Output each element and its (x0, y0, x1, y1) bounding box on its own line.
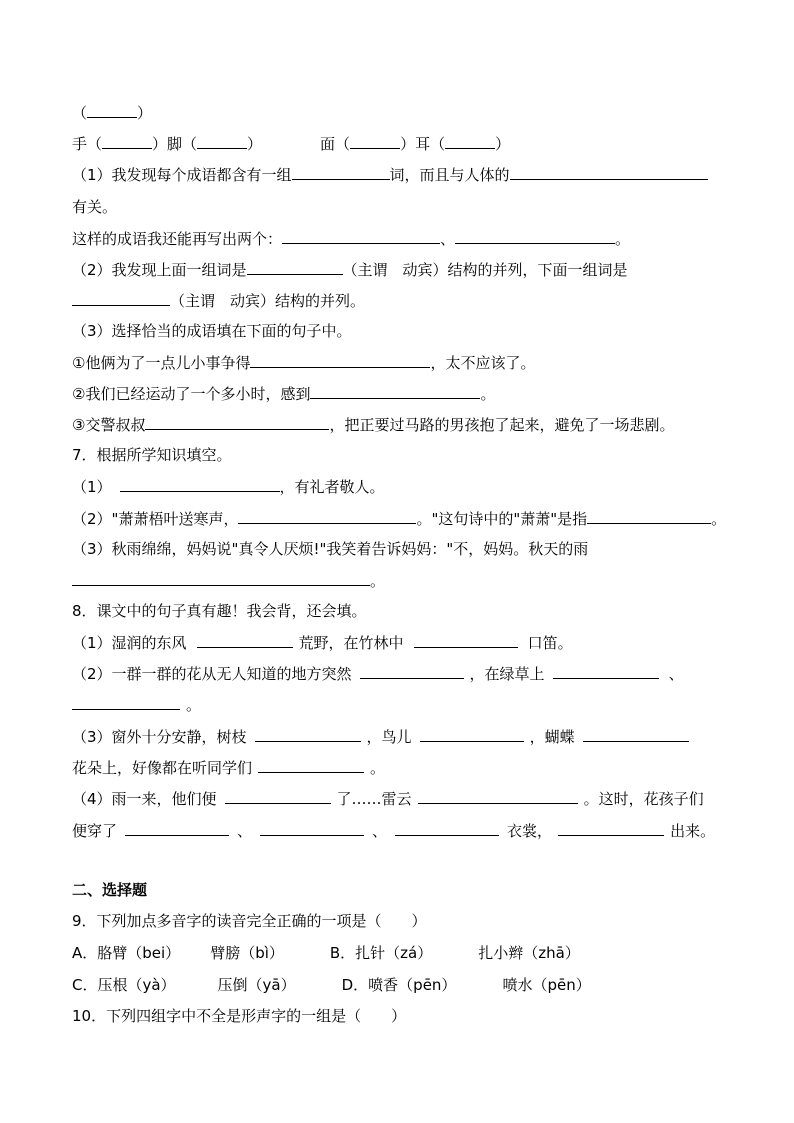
text: 8．课文中的句子真有趣！我会背，还会填。 (72, 602, 367, 620)
question-line (72, 757, 385, 779)
fill-blank[interactable] (282, 228, 440, 244)
fill-blank[interactable] (310, 383, 480, 399)
text: ） (137, 104, 153, 122)
text: 口笛。 (527, 634, 573, 652)
question-line (72, 259, 628, 281)
fill-blank[interactable] (72, 694, 180, 710)
question-line (72, 726, 689, 748)
question-line (72, 476, 385, 498)
fill-blank[interactable] (197, 133, 247, 149)
question-heading (72, 445, 232, 467)
text: 、 (237, 822, 253, 840)
option-d-second: 喷水（pēn） (502, 976, 591, 994)
text: 、 (668, 665, 684, 683)
text: 。 (480, 385, 496, 403)
text: 面（ (320, 135, 351, 153)
text: （3）秋雨绵绵，妈妈说"真令人厌烦!"我笑着告诉妈妈："不，妈妈。秋天的雨 (72, 540, 589, 558)
text: 有关。 (72, 198, 118, 216)
text: 、 (372, 822, 388, 840)
text: ，太不应该了。 (430, 354, 536, 372)
fill-blank[interactable] (445, 133, 495, 149)
question-line (72, 414, 674, 436)
text: （1）湿润的东风 (72, 634, 187, 652)
text: 。这时，花孩子们 (583, 790, 704, 808)
text: 便穿了 (72, 822, 118, 840)
fill-blank[interactable] (125, 820, 229, 836)
fill-blank[interactable] (260, 820, 364, 836)
text: （主谓 动宾）结构的并列，下面一组词是 (342, 261, 628, 279)
text: 这样的成语我还能再写出两个： (72, 230, 283, 248)
text: ）耳（ (400, 135, 446, 153)
text: ） (495, 135, 511, 153)
text: 10．下列四组字中不全是形声字的一组是（ ） (72, 1007, 407, 1025)
fill-blank[interactable] (420, 726, 524, 742)
text: 。 (370, 572, 386, 590)
fill-blank[interactable] (225, 788, 331, 804)
fill-blank[interactable] (292, 164, 390, 180)
text: 、 (440, 230, 456, 248)
fill-blank[interactable] (587, 508, 711, 524)
fill-blank[interactable] (197, 632, 293, 648)
question-line (72, 197, 117, 219)
fill-blank[interactable] (255, 726, 361, 742)
question-line (72, 632, 573, 654)
option-line (72, 975, 591, 997)
text: 了……雷云 (336, 790, 412, 808)
text: （3）选择恰当的成语填在下面的句子中。 (72, 322, 352, 340)
fill-blank[interactable] (247, 259, 343, 275)
text: （3）窗外十分安静，树枝 (72, 728, 247, 746)
fill-blank[interactable] (250, 352, 430, 368)
option-line (72, 943, 580, 965)
text: 。 (615, 230, 631, 248)
text: （2）我发现上面一组词是 (72, 261, 247, 279)
text: 花朵上，好像都在听同学们 (72, 759, 253, 777)
text: ，蝴蝶 (529, 728, 575, 746)
text: （1）我发现每个成语都含有一组 (72, 166, 292, 184)
fill-blank[interactable] (418, 788, 578, 804)
option-c[interactable]: C．压根（yà） (72, 976, 176, 994)
text: ③交警叔叔 (72, 416, 146, 434)
text: （1） (72, 478, 112, 496)
option-c-second: 压倒（yā） (217, 976, 296, 994)
fill-blank[interactable] (350, 133, 400, 149)
question-line (72, 508, 726, 530)
text: 。 (370, 759, 386, 777)
text: 出来。 (670, 822, 716, 840)
text: （ (72, 104, 88, 122)
text: ，鸟儿 (366, 728, 412, 746)
fill-blank[interactable] (238, 508, 416, 524)
question-heading (72, 1006, 406, 1028)
text: 7．根据所学知识填空。 (72, 446, 232, 464)
option-b[interactable]: B．扎针（zá） (329, 944, 433, 962)
option-b-second: 扎小辫（zhā） (478, 944, 580, 962)
fill-blank[interactable] (87, 102, 137, 118)
text: 手（ (72, 135, 103, 153)
answer-line-blank (72, 102, 152, 124)
question-line (72, 663, 684, 685)
option-a-second: 臂膀（bì） (210, 944, 284, 962)
fill-blank[interactable] (102, 133, 152, 149)
fill-blank[interactable] (553, 663, 659, 679)
question-line (72, 570, 385, 592)
text: ②我们已经运动了一个多小时，感到 (72, 385, 311, 403)
question-line (72, 352, 535, 374)
section-title (72, 880, 147, 902)
text: （4）雨一来，他们便 (72, 790, 217, 808)
question-line (72, 788, 704, 810)
fill-blank[interactable] (395, 820, 499, 836)
fill-blank[interactable] (455, 228, 615, 244)
option-a[interactable]: A．胳臂（bei） (72, 944, 181, 962)
question-line (72, 164, 708, 186)
fill-blank[interactable] (120, 476, 280, 492)
fill-blank[interactable] (414, 632, 518, 648)
body-parts-line (72, 133, 510, 155)
question-line (72, 383, 495, 405)
text: ） (247, 135, 263, 153)
text: 。 (711, 510, 727, 528)
text: ①他俩为了一点儿小事争得 (72, 354, 251, 372)
text: ，在绿草上 (469, 665, 545, 683)
question-heading (72, 601, 367, 623)
question-line (72, 694, 201, 716)
question-line (72, 290, 365, 312)
fill-blank[interactable] (145, 414, 329, 430)
fill-blank[interactable] (72, 290, 170, 306)
text: 二、选择题 (72, 881, 148, 899)
option-d[interactable]: D．喷香（pēn） (341, 976, 457, 994)
text: 9．下列加点多音字的读音完全正确的一项是（ ） (72, 912, 427, 930)
text: 。"这句诗中的"萧萧"是指 (416, 510, 588, 528)
text: （2）"萧萧梧叶送寒声， (72, 510, 239, 528)
question-line (72, 228, 630, 250)
text: 词，而且与人体的 (389, 166, 510, 184)
text: 衣裳， (507, 822, 553, 840)
text: ，把正要过马路的男孩抱了起来，避免了一场悲剧。 (329, 416, 675, 434)
text: ）脚（ (152, 135, 198, 153)
fill-blank[interactable] (510, 164, 708, 180)
text: ，有礼者敬人。 (279, 478, 385, 496)
question-line (72, 820, 715, 842)
question-line (72, 321, 352, 343)
question-line (72, 539, 588, 561)
fill-blank[interactable] (360, 663, 464, 679)
fill-blank[interactable] (558, 820, 664, 836)
fill-blank[interactable] (583, 726, 689, 742)
text: 荒野，在竹林中 (298, 634, 404, 652)
question-heading (72, 911, 427, 933)
fill-blank[interactable] (72, 570, 370, 586)
text: （主谓 动宾）结构的并列。 (170, 292, 366, 310)
text: 。 (186, 696, 202, 714)
fill-blank[interactable] (258, 757, 364, 773)
text: （2）一群一群的花从无人知道的地方突然 (72, 665, 352, 683)
